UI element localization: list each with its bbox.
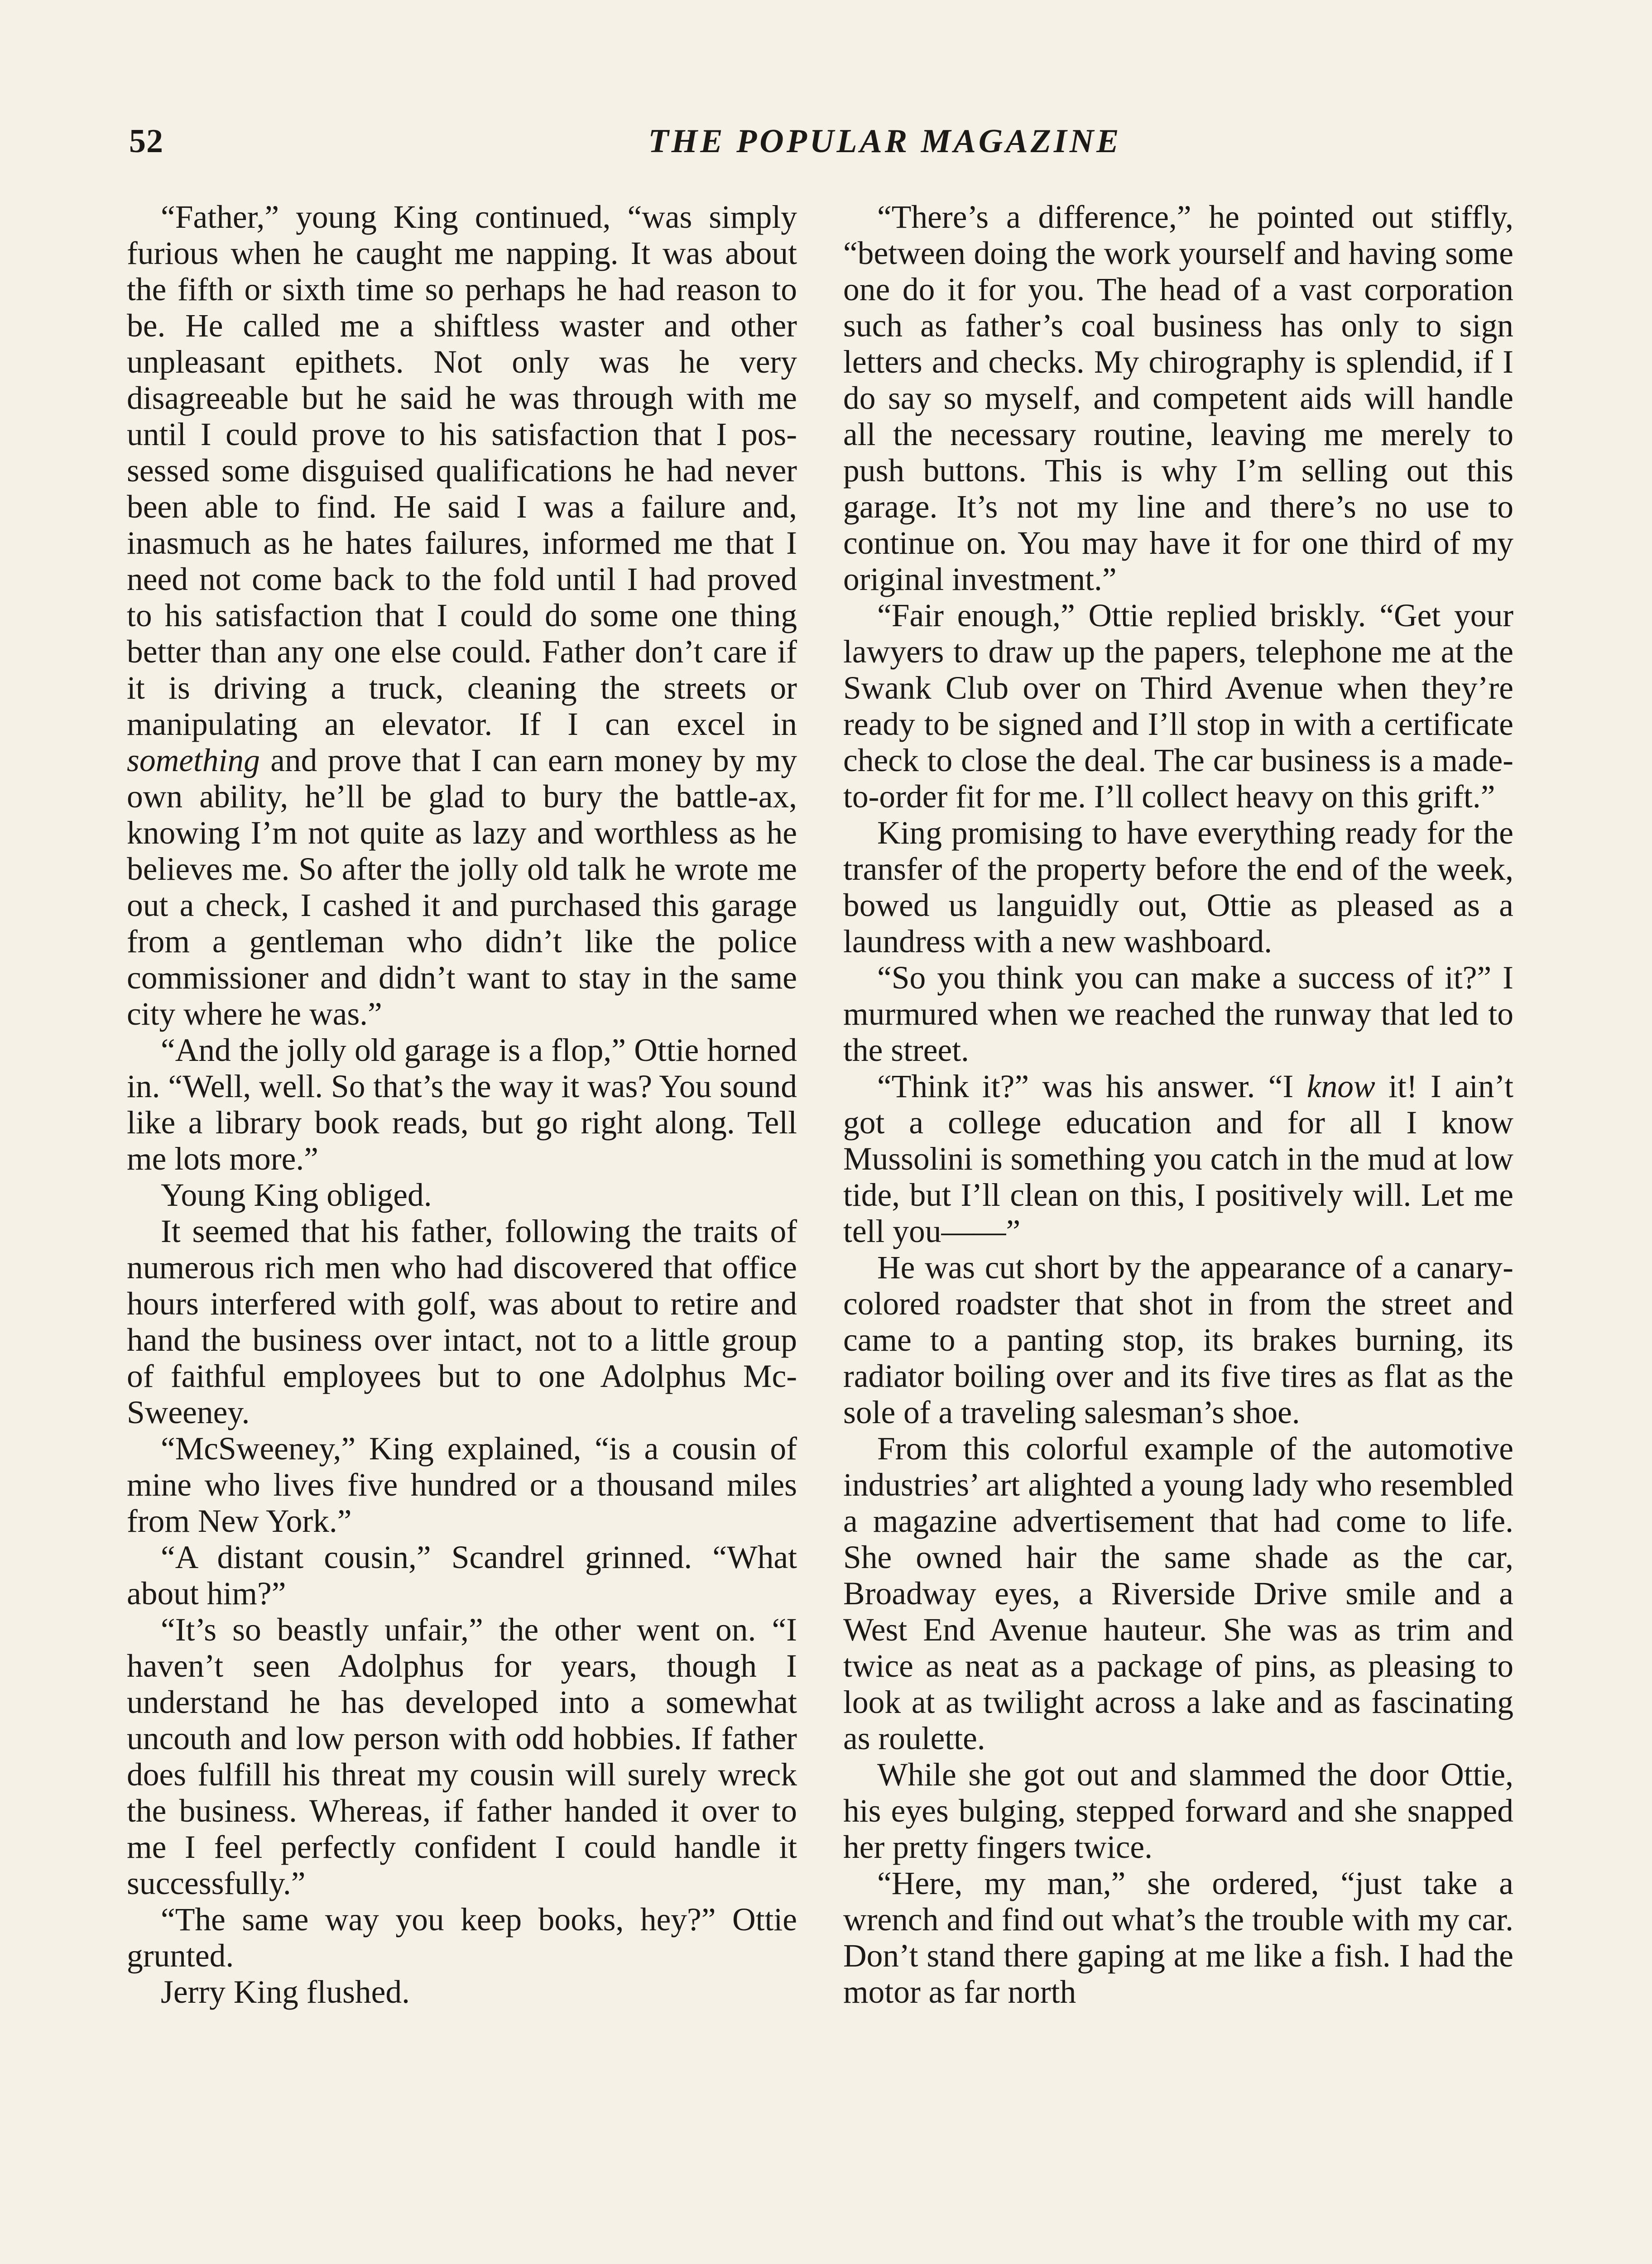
paragraph: “Here, my man,” she ordered, “just take a wrench and find out what’s the trouble with my car. Don’t stand there gaping at me like a fish. I had the motor as far north — [843, 1866, 1513, 2010]
paragraph: “McSweeney,” King explained, “is a cousin of mine who lives five hundred or a thousand miles from New York.” — [127, 1431, 797, 1539]
paragraph: “The same way you keep books, hey?” Ottie grunted. — [127, 1902, 797, 1974]
page-header — [129, 122, 1523, 168]
right-column — [843, 199, 1513, 2010]
paragraph: “Think it?” was his answer. “I know it! I ain’t got a college education and for all I know Mussolini is something you catch in the mud at low tide, but I’ll clean on this, I positively will. Let me tell you——” — [843, 1069, 1514, 1249]
paragraph: “Father,” young King continued, “was simply furious when he caught me napping. It was about the fifth or sixth time so perhaps he had reason to be. He called me a shiftless waster and other unpleasant epithets. Not only was he very disagreeable but he said he was through with me until I could prove to his satisfaction that I possessed some disguised qualifications he had never been able to find. He said I was a failure and, inasmuch as he hates failures, informed me that I need not come back to the fold until I had proved to his satisfaction that I could do some one thing better than any one else could. Father don’t care if it is driving a truck, cleaning the streets or manipulating an elevator. If I can excel in something and prove that I can earn money by my own ability, he’ll be glad to bury the battle-ax, knowing I’m not quite as lazy and worthless as he believes me. So after the jolly old talk he wrote me out a check, I cashed it and purchased this garage from a gentleman who didn’t like the police commissioner and didn’t want to stay in the same city where he was.” — [127, 199, 797, 1032]
paragraph: “There’s a difference,” he pointed out stiffly, “between doing the work yourself and having some one do it for you. The head of a vast corporation such as father’s coal business has only to sign letters and checks. My chirography is splendid, if I do say so myself, and competent aids will handle all the necessary routine, leaving me merely to push buttons. This is why I’m selling out this garage. It’s not my line and there’s no use to continue on. You may have it for one third of my original investment.” — [843, 199, 1513, 597]
left-column — [127, 199, 797, 2010]
paragraph: Jerry King flushed. — [161, 1974, 410, 2010]
paragraph: He was cut short by the appearance of a canary-colored roadster that shot in from the street and came to a panting stop, its brakes burning, its radiator boiling over and its five tires as flat as the sole of a traveling salesman’s shoe. — [843, 1250, 1513, 1430]
page-number: 52 — [129, 123, 163, 160]
paragraph: It seemed that his father, following the traits of numerous rich men who had discovered that office hours interfered with golf, was about to retire and hand the business over intact, not to a little group of faithful employees but to one Adolphus McSweeney. — [127, 1214, 797, 1430]
paragraph: “So you think you can make a success of it?” I murmured when we reached the runway that led to the street. — [843, 960, 1513, 1068]
paragraph: “Fair enough,” Ottie replied briskly. “Get your lawyers to draw up the papers, telephone me at the Swank Club over on Third Avenue when they’re ready to be signed and I’ll stop in with a certificate check to close the deal. The car business is a made-to-order fit for me. I’ll collect heavy on this grift.” — [843, 598, 1513, 815]
paragraph: From this colorful example of the automotive industries’ art alighted a young lady who resembled a magazine advertisement that had come to life. She owned hair the same shade as the car, Broadway eyes, a Riverside Drive smile and a West End Avenue hauteur. She was as trim and twice as neat as a package of pins, as pleasing to look at as twilight across a lake and as fascinating as roulette. — [843, 1431, 1513, 1756]
paragraph: While she got out and slammed the door Ottie, his eyes bulging, stepped forward and she snapped her pretty fingers twice. — [843, 1757, 1513, 1865]
paragraph: Young King obliged. — [161, 1177, 432, 1213]
paragraph: “A distant cousin,” Scandrel grinned. “What about him?” — [127, 1540, 797, 1612]
paragraph: “It’s so beastly unfair,” the other went on. “I haven’t seen Adolphus for years, though I understand he has developed into a somewhat uncouth and low person with odd hobbies. If father does fulfill his threat my cousin will surely wreck the business. Whereas, if father handed it over to me I feel perfectly confident I could handle it successfully.” — [127, 1612, 797, 1901]
paragraph: King promising to have everything ready for the transfer of the property before the end of the week, bowed us languidly out, Ottie as pleased as a laundress with a new washboard. — [843, 815, 1513, 959]
running-title: THE POPULAR MAGAZINE — [648, 123, 1122, 160]
paragraph: “And the jolly old garage is a flop,” Ottie horned in. “Well, well. So that’s the way it was? You sound like a library book reads, but go right along. Tell me lots more.” — [127, 1032, 797, 1177]
